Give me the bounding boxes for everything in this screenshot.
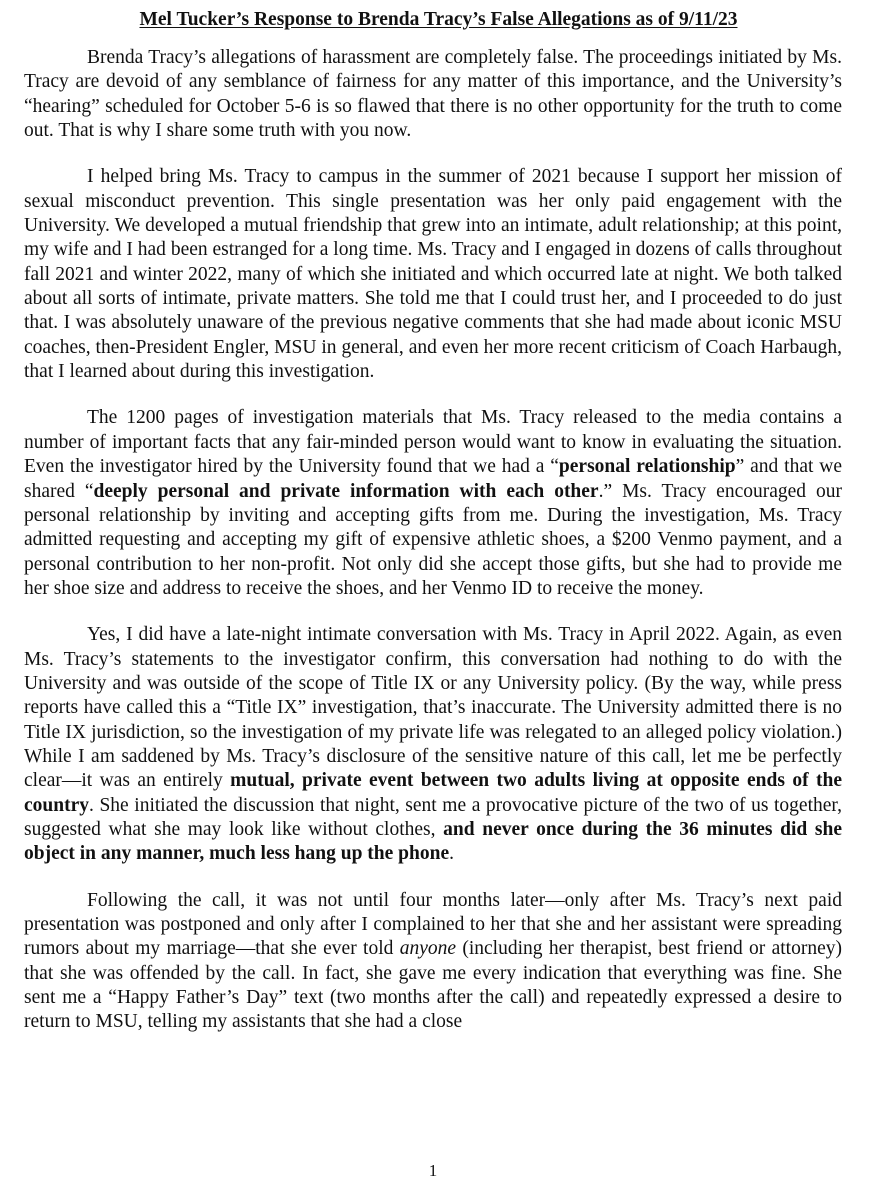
document-title — [0, 8, 877, 32]
italic-word-anyone: anyone — [399, 938, 457, 960]
paragraph-4-run-3: . She initiated the discussion that night, sent me a provocative picture of the two of us together, suggested what she may look like without clothes, — [24, 794, 842, 840]
paragraph-1 — [24, 46, 842, 143]
paragraph-4 — [24, 623, 842, 866]
paragraph-2-run-1: I helped bring Ms. Tracy to campus in the summer of 2021 because I support her mission of sexual misconduct prevention. This single presentation was her only paid engagement with the University. We developed a mutual friendship that grew into an intimate, adult relationship; at this point, my wife and I had been estranged for a long time. Ms. Tracy and I engaged in dozens of calls throughout fall 2021 and winter 2022, many of which she initiated and which occurred late at night. We both talked about all sorts of intimate, private matters. She told me that I could trust her, and I proceeded to do just that. I was absolutely unaware of the previous negative comments that she had made about iconic MSU coaches, then-President Engler, MSU in general, and even her more recent criticism of Coach Harbaugh, that I learned about during this investigation. — [24, 166, 842, 383]
paragraph-3 — [24, 406, 842, 601]
bold-phrase-personal-relationship: personal relationship — [558, 456, 736, 478]
paragraph-3-run-3: ” and that we shared “ — [24, 456, 842, 502]
bold-phrase-mutual-private-event: mutual, private event between two adults living at opposite ends of the country — [24, 770, 842, 816]
paragraph-3-run-1: The 1200 pages of investigation materials that Ms. Tracy released to the media contains a number of important facts that any fair-minded person would want to know in evaluating the situation. Even the investigator hired by the University found that we had a “ — [24, 407, 842, 478]
document-title-text: Mel Tucker’s Response to Brenda Tracy’s False Allegations as of 9/11/23 — [139, 9, 738, 30]
page-number: 1 — [428, 1161, 438, 1180]
bold-phrase-never-once: and never once during the 36 minutes did she object in any manner, much less hang up the phone — [24, 818, 842, 865]
paragraph-5-run-3: (including her therapist, best friend or attorney) that she was offended by the call. In fact, she gave me every indication that everything was fine. She sent me a “Happy Father’s Day” text (two months after the call) and repeatedly expressed a desire to return to MSU, telling my assistants that she had a close — [24, 938, 842, 1033]
paragraph-4-run-5: . — [449, 843, 454, 865]
paragraph-4-run-1: Yes, I did have a late-night intimate conversation with Ms. Tracy in April 2022. Again, as even Ms. Tracy’s statements to the investigator confirm, this conversation had nothing to do with the University and was outside of the scope of Title IX or any University policy. (By the way, while press reports have called this a “Title IX” investigation, that’s inaccurate. The University admitted there is no Title IX jurisdiction, so the investigation of my private life was relegated to an alleged policy violation.) While I am saddened by Ms. Tracy’s disclosure of the sensitive nature of this call, let me be perfectly clear—it was an entirely — [24, 624, 842, 792]
document-body — [24, 46, 842, 1057]
paragraph-2 — [24, 165, 842, 384]
paragraph-5 — [24, 889, 842, 1035]
paragraph-3-run-5: .” Ms. Tracy encouraged our personal relationship by inviting and accepting gifts from me. During the investigation, Ms. Tracy admitted requesting and accepting my gift of expensive athletic shoes, a $200 Venmo payment, and a personal contribution to her non-profit. Not only did she accept those gifts, but she had to provide me her shoe size and address to receive the shoes, and her Venmo ID to receive the money. — [24, 480, 842, 599]
paragraph-1-run-1: Brenda Tracy’s allegations of harassment are completely false. The proceedings initiated by Ms. Tracy are devoid of any semblance of fairness for any matter of this importance, and the University’s “hearing” scheduled for October 5-6 is so flawed that there is no other opportunity for the truth to come out. That is why I share some truth with you now. — [24, 47, 842, 142]
paragraph-5-run-1: Following the call, it was not until four months later—only after Ms. Tracy’s next paid presentation was postponed and only after I complained to her that she and her assistant were spreading rumors about my marriage—that she ever told — [24, 889, 842, 960]
bold-phrase-deeply-personal: deeply personal and private information with each other — [93, 480, 599, 502]
